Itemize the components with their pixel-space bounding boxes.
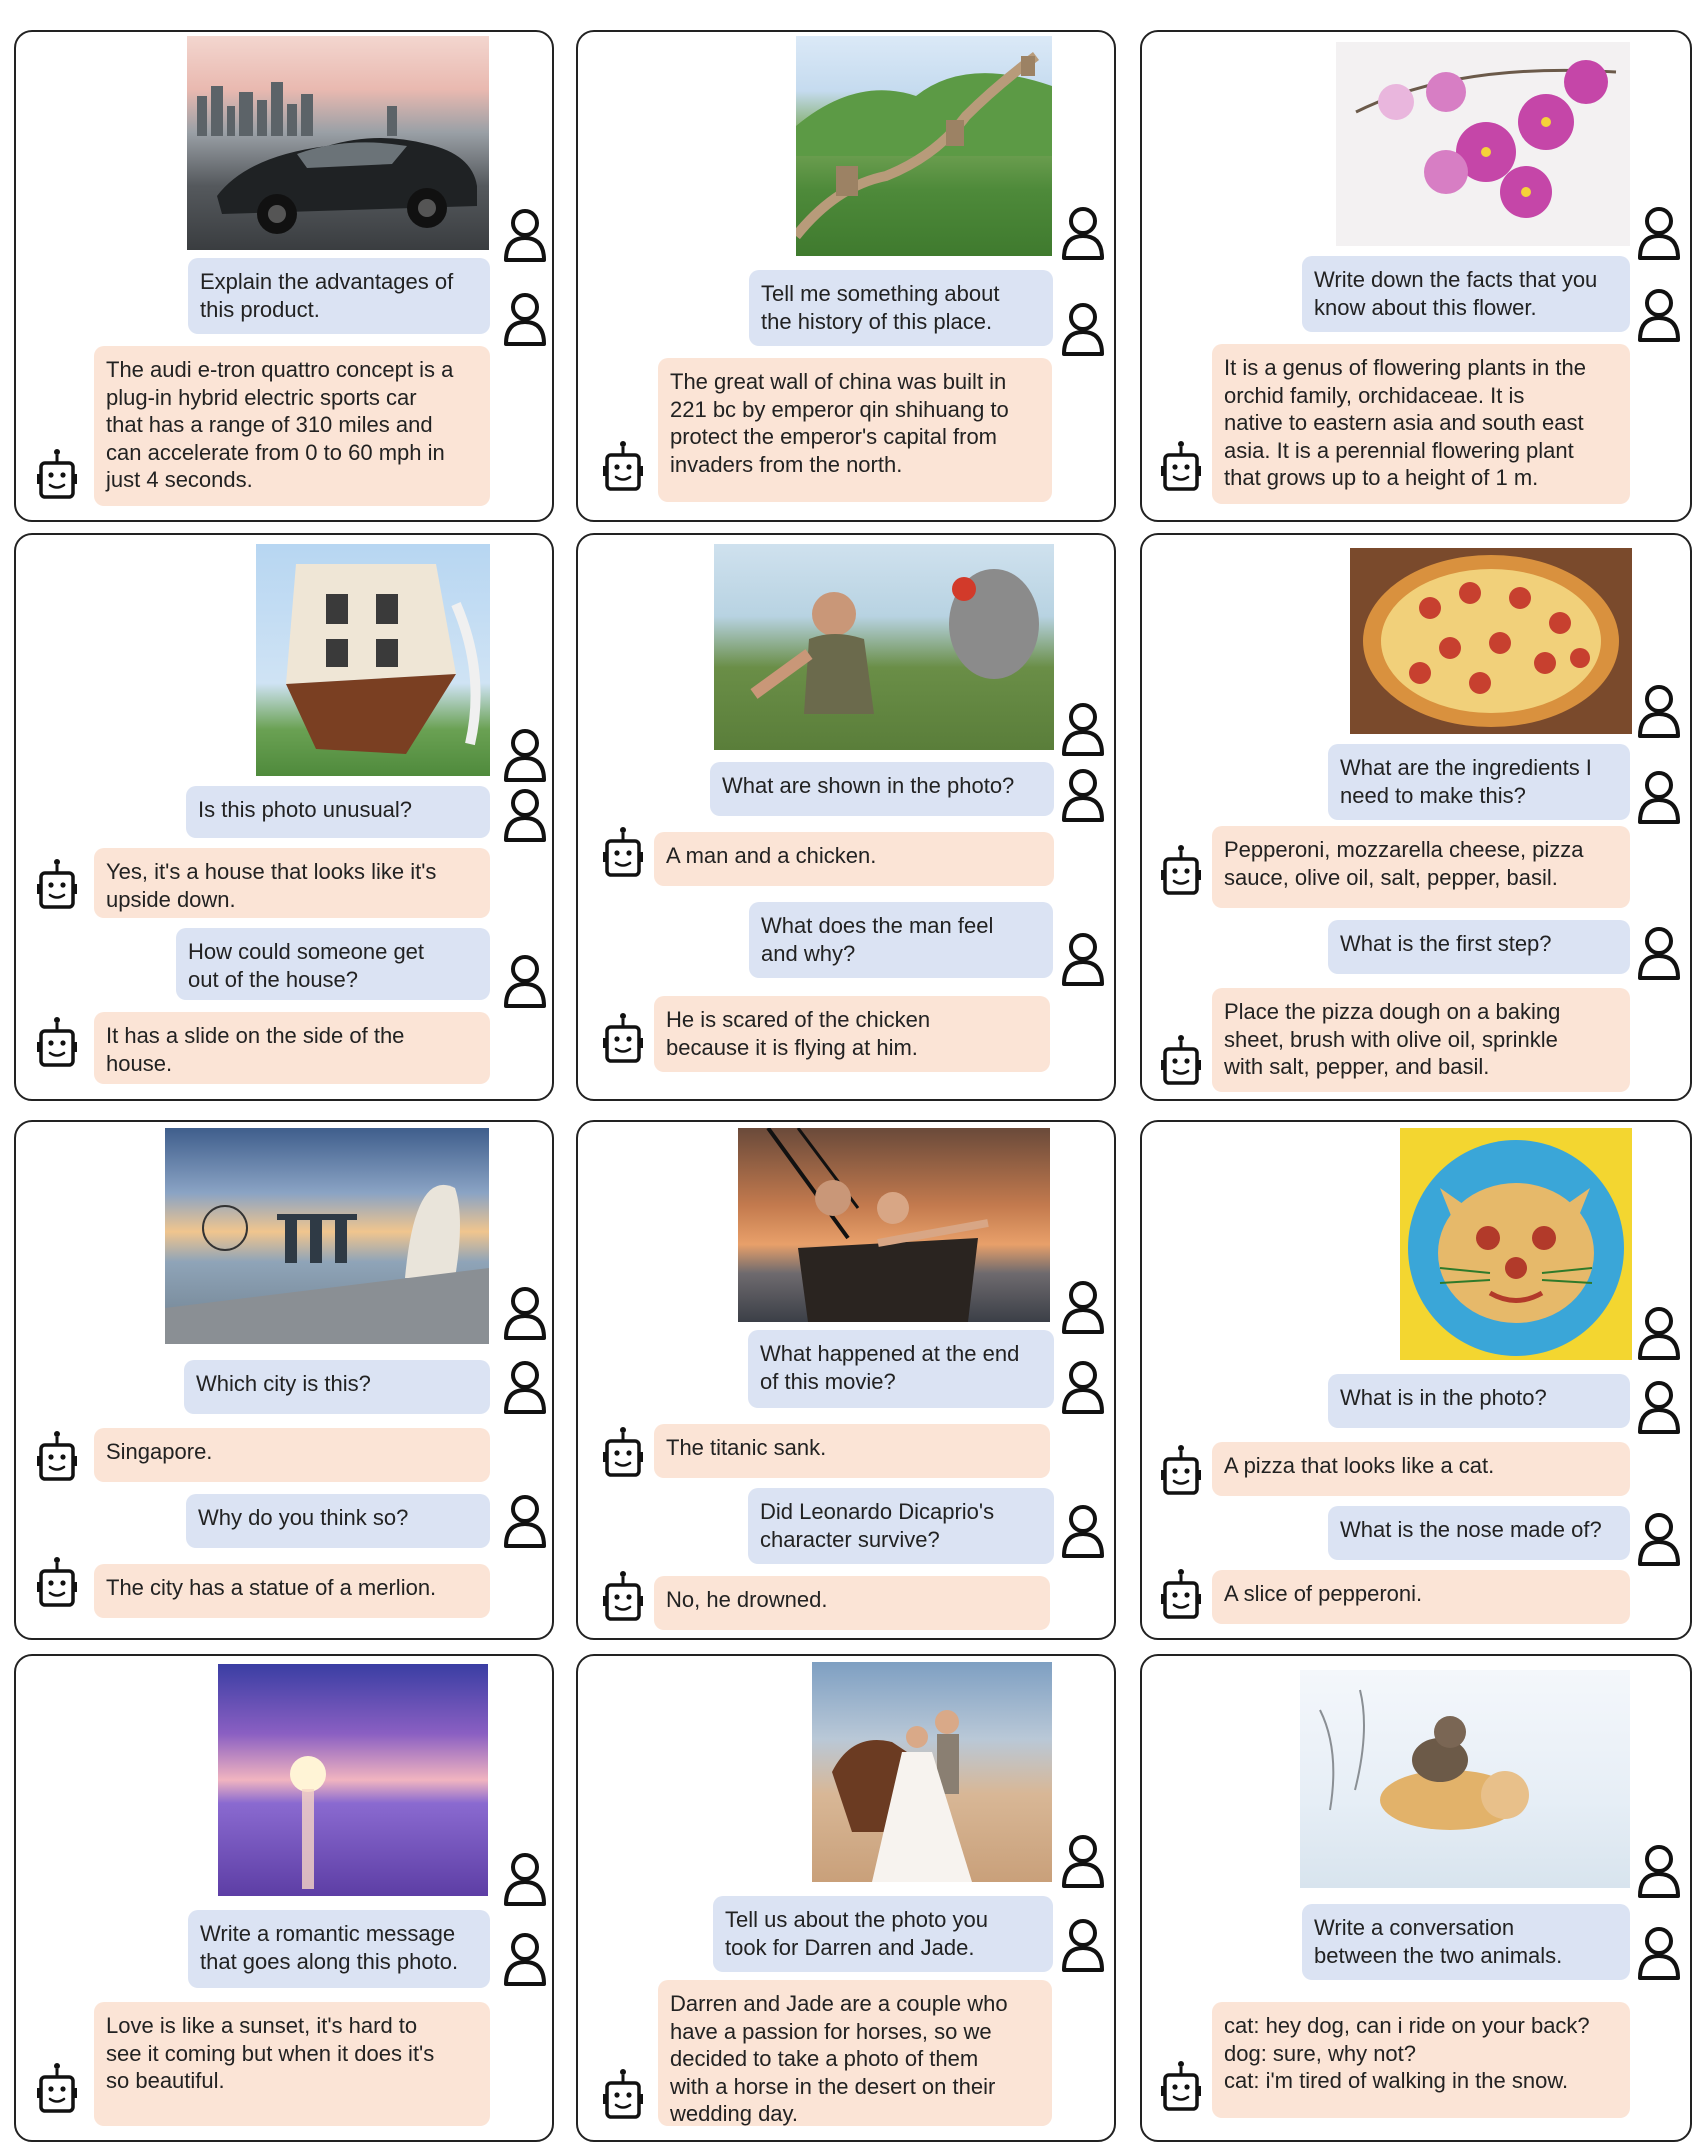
bot-icon	[602, 826, 644, 878]
bot-icon	[1160, 440, 1202, 492]
user-icon	[1060, 1918, 1106, 1972]
user-icon	[502, 788, 548, 842]
question-bubble: What is the first step?	[1328, 920, 1630, 974]
bot-icon	[602, 2068, 644, 2120]
couple-horse-photo	[812, 1662, 1052, 1882]
answer-bubble: The city has a statue of a merlion.	[94, 1564, 490, 1618]
question-bubble: What are the ingredients I need to make this?	[1328, 744, 1630, 820]
question-bubble: What happened at the end of this movie?	[748, 1330, 1054, 1408]
user-icon	[1636, 1306, 1682, 1360]
question-bubble: Is this photo unusual?	[186, 786, 490, 838]
answer-bubble: Darren and Jade are a couple who have a passion for horses, so we decided to take a photo of them with a horse in the desert on their wedding day.	[658, 1980, 1052, 2126]
question-bubble: Write a conversation between the two animals.	[1302, 1904, 1630, 1980]
bot-icon	[36, 858, 78, 910]
cat-pizza-photo	[1400, 1128, 1632, 1360]
answer-bubble: Pepperoni, mozzarella cheese, pizza sauce, olive oil, salt, pepper, basil.	[1212, 826, 1630, 908]
user-icon	[1636, 206, 1682, 260]
answer-bubble: The audi e-tron quattro concept is a plug-in hybrid electric sports car that has a range of 310 miles and can accelerate from 0 to 60 mph in just 4 seconds.	[94, 346, 490, 506]
user-icon	[1060, 768, 1106, 822]
answer-bubble: Yes, it's a house that looks like it's upside down.	[94, 848, 490, 918]
user-icon	[1060, 1504, 1106, 1558]
question-bubble: What is the nose made of?	[1328, 1506, 1630, 1560]
user-icon	[502, 954, 548, 1008]
user-icon	[1060, 1834, 1106, 1888]
bot-icon	[602, 1012, 644, 1064]
question-bubble: How could someone get out of the house?	[176, 928, 490, 1000]
question-bubble: Write a romantic message that goes along this photo.	[188, 1910, 490, 1988]
cat-dog-photo	[1300, 1670, 1630, 1888]
question-bubble: Which city is this?	[184, 1360, 490, 1414]
car-photo	[187, 36, 489, 250]
bot-icon	[36, 1430, 78, 1482]
great-wall-photo	[796, 36, 1052, 256]
sunset-photo	[218, 1664, 488, 1896]
bot-icon	[602, 440, 644, 492]
user-icon	[502, 1494, 548, 1548]
user-icon	[1636, 684, 1682, 738]
singapore-photo	[165, 1128, 489, 1344]
answer-bubble: cat: hey dog, can i ride on your back? dog: sure, why not? cat: i'm tired of walking in the snow.	[1212, 2002, 1630, 2118]
user-icon	[502, 1360, 548, 1414]
user-icon	[1060, 1360, 1106, 1414]
bot-icon	[1160, 844, 1202, 896]
question-bubble: Why do you think so?	[186, 1494, 490, 1548]
question-bubble: Tell me something about the history of this place.	[749, 270, 1053, 346]
user-icon	[1636, 1380, 1682, 1434]
answer-bubble: No, he drowned.	[654, 1576, 1050, 1630]
user-icon	[1060, 702, 1106, 756]
answer-bubble: A slice of pepperoni.	[1212, 1570, 1630, 1624]
answer-bubble: He is scared of the chicken because it is flying at him.	[654, 996, 1050, 1072]
user-icon	[502, 292, 548, 346]
bot-icon	[602, 1570, 644, 1622]
answer-bubble: Place the pizza dough on a baking sheet, brush with olive oil, sprinkle with salt, pepper, and basil.	[1212, 988, 1630, 1092]
bot-icon	[36, 2062, 78, 2114]
user-icon	[1060, 1280, 1106, 1334]
question-bubble: What does the man feel and why?	[749, 902, 1053, 978]
user-icon	[502, 1852, 548, 1906]
bot-icon	[1160, 1568, 1202, 1620]
user-icon	[1060, 206, 1106, 260]
bot-icon	[1160, 2060, 1202, 2112]
man-chicken-photo	[714, 544, 1054, 750]
user-icon	[1636, 926, 1682, 980]
question-bubble: Write down the facts that you know about this flower.	[1302, 256, 1630, 332]
user-icon	[502, 1286, 548, 1340]
answer-bubble: A pizza that looks like a cat.	[1212, 1442, 1630, 1496]
bot-icon	[36, 448, 78, 500]
user-icon	[1636, 1926, 1682, 1980]
user-icon	[1636, 1844, 1682, 1898]
answer-bubble: The great wall of china was built in 221 bc by emperor qin shihuang to protect the emperor's capital from invaders from the north.	[658, 358, 1052, 502]
upside-down-house-photo	[256, 544, 490, 776]
bot-icon	[36, 1016, 78, 1068]
orchid-photo	[1336, 42, 1630, 246]
answer-bubble: Love is like a sunset, it's hard to see it coming but when it does it's so beautiful.	[94, 2002, 490, 2126]
user-icon	[502, 208, 548, 262]
bot-icon	[1160, 1444, 1202, 1496]
user-icon	[502, 1932, 548, 1986]
pizza-photo	[1350, 548, 1632, 734]
answer-bubble: The titanic sank.	[654, 1424, 1050, 1478]
user-icon	[1636, 288, 1682, 342]
question-bubble: Tell us about the photo you took for Darren and Jade.	[713, 1896, 1053, 1972]
bot-icon	[1160, 1034, 1202, 1086]
titanic-photo	[738, 1128, 1050, 1322]
user-icon	[1636, 770, 1682, 824]
user-icon	[502, 728, 548, 782]
question-bubble: What is in the photo?	[1328, 1374, 1630, 1428]
question-bubble: What are shown in the photo?	[710, 762, 1054, 816]
answer-bubble: It has a slide on the side of the house.	[94, 1012, 490, 1084]
user-icon	[1060, 302, 1106, 356]
answer-bubble: Singapore.	[94, 1428, 490, 1482]
question-bubble: Did Leonardo Dicaprio's character survive?	[748, 1488, 1054, 1564]
bot-icon	[602, 1426, 644, 1478]
user-icon	[1636, 1512, 1682, 1566]
answer-bubble: A man and a chicken.	[654, 832, 1054, 886]
answer-bubble: It is a genus of flowering plants in the orchid family, orchidaceae. It is native to eastern asia and south east asia. It is a perennial flowering plant that grows up to a height of 1 m.	[1212, 344, 1630, 504]
bot-icon	[36, 1556, 78, 1608]
question-bubble: Explain the advantages of this product.	[188, 258, 490, 334]
user-icon	[1060, 932, 1106, 986]
